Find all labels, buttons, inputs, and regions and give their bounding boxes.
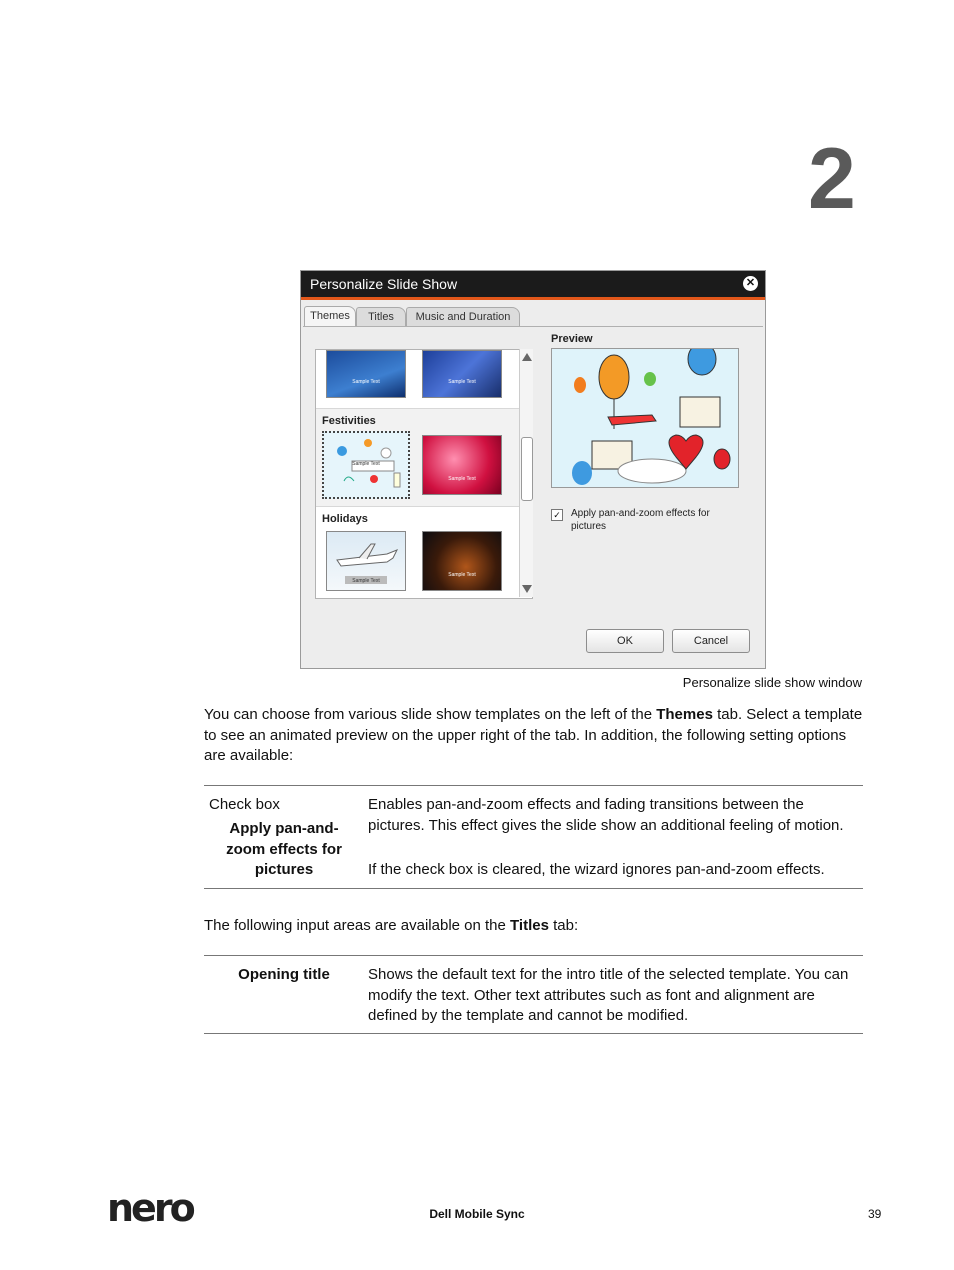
thumb-caption: Sample Text [352, 578, 380, 584]
preview-pane [551, 348, 739, 488]
thumb-caption: Sample Text [448, 572, 476, 578]
thumb-caption: Sample Text [352, 461, 380, 467]
table2-desc: Shows the default text for the intro title of the selected template. You can modify the text. Other text attributes such as font and alignment are defined by the template and cannot be modified. [368, 966, 849, 1024]
pan-zoom-checkbox-label: Apply pan-and-zoom effects for pictures [571, 508, 710, 532]
thumb-caption: Sample Text [352, 379, 380, 385]
table1-type-label: Check box [209, 796, 280, 813]
template-thumb-blue-2[interactable] [422, 350, 502, 398]
pan-zoom-checkbox[interactable]: ✓ [551, 509, 563, 521]
thumb-caption: Sample Text [448, 476, 476, 482]
titles-intro-text-1: The following input areas are available on the [204, 917, 511, 934]
table1-desc1: Enables pan-and-zoom effects and fading transitions between the pictures. This effect gives the slide show an additional feeling of motion. [368, 796, 844, 834]
table2-top-rule [204, 955, 863, 956]
intro-paragraph [204, 705, 864, 767]
table1-bottom-rule [204, 888, 863, 889]
cancel-button[interactable]: Cancel [672, 629, 750, 653]
tab-music-duration[interactable]: Music and Duration [406, 307, 520, 326]
titles-intro-text-2: tab: [548, 917, 579, 934]
page-number: 39 [868, 1207, 882, 1221]
footer-title: Dell Mobile Sync [429, 1207, 525, 1221]
titles-intro-bold: Titles [510, 917, 549, 934]
table2-bottom-rule [204, 1033, 863, 1034]
template-thumb-airplane[interactable] [326, 531, 406, 591]
personalize-dialog-screenshot [300, 270, 766, 669]
group-festivities [316, 408, 532, 507]
template-list[interactable] [315, 349, 533, 599]
scroll-thumb[interactable] [521, 437, 533, 501]
figure-caption: Personalize slide show window [682, 675, 862, 690]
scroll-down-arrow-icon[interactable] [522, 585, 532, 593]
ok-button[interactable]: OK [586, 629, 664, 653]
table1-desc2: If the check box is cleared, the wizard ignores pan-and-zoom effects. [368, 861, 825, 878]
preview-label: Preview [551, 333, 593, 345]
dialog-title: Personalize Slide Show [310, 276, 458, 292]
thumb-caption: Sample Text [448, 379, 476, 385]
scroll-up-arrow-icon[interactable] [522, 353, 532, 361]
titles-intro-paragraph [204, 916, 864, 937]
table1-term: Apply pan-and-zoom effects for pictures [226, 820, 342, 878]
preview-illustration [552, 349, 738, 487]
group-holidays [316, 506, 532, 599]
template-thumb-dark[interactable] [422, 531, 502, 591]
tab-titles[interactable]: Titles [356, 307, 406, 326]
template-thumb-red[interactable] [422, 435, 502, 495]
group-label: Holidays [322, 513, 368, 525]
template-thumb-balloons[interactable] [322, 431, 410, 499]
tab-themes[interactable]: Themes [304, 306, 356, 327]
nero-logo: nero [107, 1186, 193, 1230]
group-label: Festivities [322, 415, 376, 427]
template-thumb-blue-1[interactable] [326, 350, 406, 398]
intro-text-1: You can choose from various slide show templates on the left of the [204, 706, 657, 723]
table1-top-rule [204, 785, 863, 786]
close-icon[interactable]: ✕ [743, 276, 758, 291]
dialog-titlebar [301, 271, 765, 300]
intro-text-2: tab. Select a template to see an animated preview on the upper right of the tab. In addition, the following setting options are available: [204, 706, 863, 764]
template-scrollbar[interactable] [519, 349, 533, 597]
table2-term: Opening title [238, 966, 330, 983]
tab-divider [303, 326, 763, 327]
chapter-number: 2 [808, 131, 854, 227]
intro-bold-themes: Themes [656, 706, 713, 723]
